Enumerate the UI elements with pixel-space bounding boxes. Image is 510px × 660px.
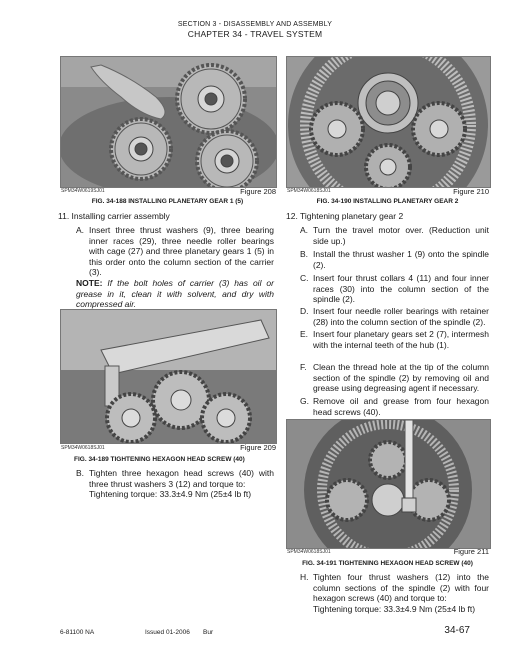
photo-planetary-gear-install <box>60 56 277 188</box>
footer-language: Bur <box>203 629 214 636</box>
step-item-f <box>300 362 489 394</box>
item-letter: B. <box>76 468 85 478</box>
item-letter: B. <box>300 249 309 259</box>
figure-code: SPM34W0618SJ01 <box>287 549 331 555</box>
step-heading: 12. Tightening planetary gear 2 <box>286 211 404 221</box>
figure-code: SPM34W0618SJ01 <box>287 188 331 194</box>
section-title: SECTION 3 - DISASSEMBLY AND ASSEMBLY <box>177 21 333 28</box>
item-text: Turn the travel motor over. (Reduction unit side up.) <box>313 225 489 246</box>
step-heading: 11. Installing carrier assembly <box>58 211 170 221</box>
figure-caption: FIG. 34-190 INSTALLING PLANETARY GEAR 2 <box>316 198 459 205</box>
figure-label: Figure 208 <box>240 187 276 196</box>
chapter-title: CHAPTER 34 - TRAVEL SYSTEM <box>187 29 323 39</box>
item-text: Insert four thrust collars 4 (11) and four inner races (30) into the column section of the spindle (2). <box>313 273 489 304</box>
item-letter: C. <box>300 273 309 283</box>
step-item-a <box>300 225 489 246</box>
torque-spec: Tightening torque: 33.3±4.9 Nm (25±4 lb ft) <box>89 489 252 499</box>
step-item-a <box>76 225 274 278</box>
item-text: Insert four needle roller bearings with retainer (28) into the column section of the spindle (2). <box>313 306 489 327</box>
step-item-h <box>300 572 489 614</box>
item-text: Tighten four thrust washers (12) into the column sections of the spindle (2) with four hexagon screws (40) and torque to: <box>313 572 489 603</box>
item-letter: D. <box>300 306 309 316</box>
item-letter: E. <box>300 329 309 339</box>
note-text: If the bolt holes of carrier (3) has oil or grease in it, clean it with solvent, and dry with compressed air. <box>76 278 274 309</box>
figure-code: SPM34W0618SJ01 <box>61 445 105 451</box>
photo-planetary-gear-2 <box>286 56 491 188</box>
page-header <box>0 20 510 40</box>
page-number: 34-67 <box>444 625 470 636</box>
photo-hexagon-screw-tightening <box>60 309 277 444</box>
figure-caption: FIG. 34-189 TIGHTENING HEXAGON HEAD SCREW (40) <box>74 456 245 463</box>
figure-label: Figure 209 <box>240 443 276 452</box>
figure-caption: FIG. 34-191 TIGHTENING HEXAGON HEAD SCREW (40) <box>302 560 473 567</box>
figure-label: Figure 210 <box>453 187 489 196</box>
photo-hexagon-screw-spindle <box>286 419 491 549</box>
item-body <box>89 468 274 500</box>
note-label: NOTE: <box>76 278 103 288</box>
footer-issued: Issued 01-2006 <box>145 629 190 636</box>
step-item-b <box>300 249 489 270</box>
item-letter: G. <box>300 396 309 406</box>
torque-spec: Tightening torque: 33.3±4.9 Nm (25±4 lb ft) <box>313 603 476 614</box>
figure-caption: FIG. 34-188 INSTALLING PLANETARY GEAR 1 (5) <box>91 198 244 205</box>
item-text: Tighten three hexagon head screws (40) with three thrust washers 3 (12) and torque to: <box>89 468 274 489</box>
footer-doc-number: 6-81100 NA <box>60 629 95 636</box>
step-item-e <box>300 329 489 350</box>
item-letter: F. <box>300 362 307 372</box>
item-text: Insert three thrust washers (9), three bearing inner races (29), three needle roller bearings with cage (27) and three planetary gears 1 (5) in this order onto the column section of the carrier (3). <box>89 225 274 277</box>
item-text: Insert four planetary gears set 2 (7), intermesh with the internal teeth of the hub (1). <box>313 329 489 350</box>
note <box>76 278 274 310</box>
item-text: Install the thrust washer 1 (9) onto the spindle (2). <box>313 249 489 270</box>
step-item-b <box>76 468 274 500</box>
step-item-d <box>300 306 489 327</box>
figure-label: Figure 211 <box>453 547 489 556</box>
item-letter: A. <box>300 225 309 235</box>
item-text: Clean the thread hole at the tip of the column section of the spindle (2) by removing oil and grease using degreasing agent if necessary. <box>313 362 489 393</box>
step-item-c <box>300 273 489 305</box>
item-letter: A. <box>76 225 85 235</box>
step-item-g <box>300 396 489 417</box>
item-body <box>313 572 489 614</box>
item-letter: H. <box>300 572 309 582</box>
item-text: Remove oil and grease from four hexagon head screws (40). <box>313 396 489 417</box>
figure-code: SPM34W0619SJ01 <box>61 188 105 194</box>
